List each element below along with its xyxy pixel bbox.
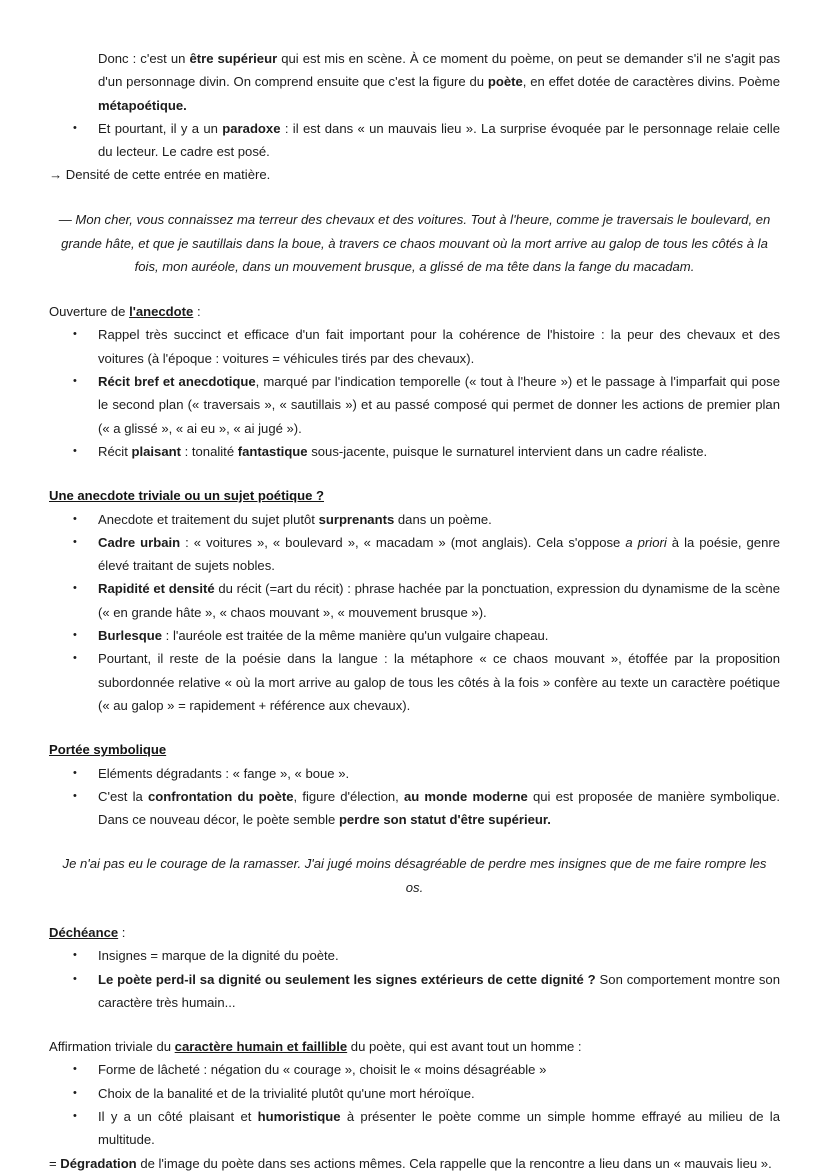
list-item: • C'est la confrontation du poète, figure d'élection, au monde moderne qui est proposée de manière symbolique. Dans ce nouveau décor, le poète semble perdre son statut d'être supérieur. (49, 785, 780, 832)
heading-underlined-term: l'anecdote (129, 304, 194, 320)
list-item: • Pourtant, il reste de la poésie dans la langue : la métaphore « ce chaos mouvant », étoffée par la proposition subordonnée relative « où la mort arrive au galop de tous les côtés à la fois » confère au texte un caractère poétique (« au galop » = rapidement + référence aux chevaux). (49, 647, 780, 717)
section-intro-affirmation-triviale (49, 1035, 780, 1058)
spacer (49, 187, 780, 208)
list-item: • Le poète perd-il sa dignité ou seulement les signes extérieurs de cette dignité ? Son comportement montre son caractère très humain... (49, 968, 780, 1015)
intro-suffix: du poète, qui est avant tout un homme : (347, 1039, 582, 1055)
section-heading-decheance (49, 921, 780, 944)
heading-prefix: Ouverture de (49, 304, 130, 320)
list-item: • Rappel très succinct et efficace d'un fait important pour la cohérence de l'histoire : la peur des chevaux et des voitures (à l'époque : voitures = véhicules tirés par des chevaux). (49, 323, 780, 370)
heading-underlined-term: Déchéance (49, 925, 119, 940)
heading-text: Une anecdote triviale ou un sujet poétique ? (49, 488, 325, 504)
heading-suffix: : (118, 925, 126, 940)
heading-text: Portée symbolique (49, 742, 167, 758)
list-item: • Cadre urbain : « voitures », « boulevard », « macadam » (mot anglais). Cela s'oppose a priori à la poésie, genre élevé traitant de sujets nobles. (49, 531, 780, 578)
list-item: • Forme de lâcheté : négation du « courage », choisit le « moins désagréable » (49, 1058, 780, 1081)
heading-suffix: : (193, 304, 201, 320)
intro-paragraph: Donc : c'est un être supérieur qui est mis en scène. À ce moment du poème, on peut se demander s'il ne s'agit pas d'un personnage divin. On comprend ensuite que c'est la figure du poète, en effet dotée de caractères divins. Poème métapoétique. (98, 51, 781, 113)
section-heading-anecdote-triviale (49, 484, 780, 507)
list-item: • Rapidité et densité du récit (=art du récit) : phrase hachée par la ponctuation, expression du dynamisme de la scène (« en grande hâte », « chaos mouvant », « mouvement brusque »). (49, 577, 780, 624)
quotation-block-2: Je n'ai pas eu le courage de la ramasser. J'ai jugé moins désagréable de perdre mes insignes que de me faire rompre les os. (62, 856, 767, 896)
list-item: • Insignes = marque de la dignité du poète. (49, 944, 780, 967)
list-item: • Il y a un côté plaisant et humoristique à présenter le poète comme un simple homme effrayé au milieu de la multitude. (49, 1105, 780, 1152)
intro-prefix: Affirmation triviale du (49, 1039, 175, 1055)
spacer (49, 463, 780, 484)
spacer (49, 831, 780, 852)
section-heading-ouverture (49, 300, 780, 323)
list-item: • Burlesque : l'auréole est traitée de la même manière qu'un vulgaire chapeau. (49, 624, 780, 647)
section-4-bullet-list (49, 944, 780, 1014)
spacer (49, 717, 780, 738)
list-item: • Récit plaisant : tonalité fantastique sous-jacente, puisque le surnaturel intervient dans un cadre réaliste. (49, 440, 780, 463)
section-heading-portee-symbolique (49, 738, 780, 761)
section-1-bullet-list (49, 323, 780, 463)
section-5-bullet-list (49, 1058, 780, 1151)
spacer (49, 279, 780, 300)
intro-underlined-term: caractère humain et faillible (174, 1039, 348, 1055)
intro-conclusion: → Densité de cette entrée en matière. (49, 167, 271, 183)
list-item: • Récit bref et anecdotique, marqué par l'indication temporelle (« tout à l'heure ») et le passage à l'imparfait qui pose le second plan (« traversais », « sautillais ») et au passé composé qui permet de donner les actions de premier plan (« a glissé », « ai eu », « ai jugé »). (49, 370, 780, 440)
list-item: • Eléments dégradants : « fange », « boue ». (49, 762, 780, 785)
list-item: • Anecdote et traitement du sujet plutôt surprenants dans un poème. (49, 508, 780, 531)
intro-bullet-list (49, 117, 780, 164)
section-5-conclusion: = Dégradation de l'image du poète dans ses actions mêmes. Cela rappelle que la rencontre a lieu dans un « mauvais lieu ». (49, 1155, 772, 1171)
list-item: • Choix de la banalité et de la trivialité plutôt qu'une mort héroïque. (49, 1082, 780, 1105)
spacer (49, 900, 780, 921)
section-2-bullet-list (49, 508, 780, 718)
quotation-block-1: — Mon cher, vous connaissez ma terreur des chevaux et des voitures. Tout à l'heure, comme je traversais le boulevard, en grande hâte, et que je sautillais dans la boue, à travers ce chaos mouvant où la mort arrive au galop de tous les côtés à la fois, mon auréole, dans un mouvement brusque, a glissé de ma tête dans la fange du macadam. (58, 211, 771, 275)
spacer (49, 1014, 780, 1035)
section-3-bullet-list (49, 762, 780, 832)
list-item: • Et pourtant, il y a un paradoxe : il est dans « un mauvais lieu ». La surprise évoquée par le personnage relaie celle du lecteur. Le cadre est posé. (49, 117, 780, 164)
